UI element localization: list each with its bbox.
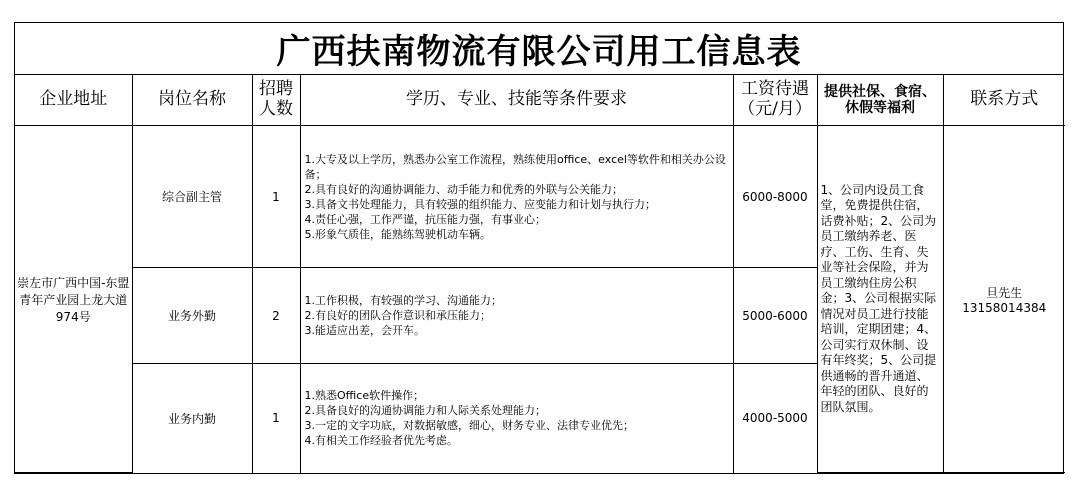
- requirement-line: 2.具有良好的沟通协调能力、动手能力和优秀的外联与公关能力；: [304, 182, 623, 196]
- requirement-line: 2.具备良好的沟通协调能力和人际关系处理能力；: [304, 404, 546, 418]
- header-requirements: 学历、专业、技能等条件要求: [300, 75, 733, 126]
- job-requirements: [300, 126, 733, 268]
- page-title: 广西扶南物流有限公司用工信息表: [15, 23, 1063, 75]
- job-salary: 5000-6000: [733, 268, 817, 364]
- contact-cell: [943, 126, 1065, 473]
- job-count: 2: [252, 268, 300, 364]
- job-table: [15, 75, 1065, 473]
- requirement-line: 1.熟悉Office软件操作；: [304, 389, 425, 403]
- welfare-text: 1、公司内设员工食堂，免费提供住宿，话费补贴；2、公司为员工缴纳养老、医疗、工伤、生育、失业等社会保险，并为员工缴纳住房公积金；3、公司根据实际情况对员工进行技能培训，定期团建；4、公司实行双休制、设有年终奖；5、公司提供通畅的晋升通道、年轻的团队、良好的团队氛围。: [817, 126, 943, 473]
- header-address: 企业地址: [15, 75, 132, 126]
- recruitment-sheet: [14, 22, 1064, 474]
- job-salary: 4000-5000: [733, 364, 817, 473]
- requirement-line: 3.一定的文字功底，对数据敏感，细心，财务专业、法律专业优先；: [304, 419, 634, 433]
- header-count: 招聘人数: [252, 75, 300, 126]
- job-requirements: [300, 364, 733, 473]
- header-position: 岗位名称: [132, 75, 252, 126]
- header-row: [15, 75, 1065, 126]
- requirement-line: 3.能适应出差，会开车。: [304, 324, 425, 337]
- job-salary: 6000-8000: [733, 126, 817, 268]
- job-position: 业务外勤: [132, 268, 252, 364]
- job-count: 1: [252, 364, 300, 473]
- requirement-line: 1.大专及以上学历，熟悉办公室工作流程，熟练使用office、excel等软件和相关办公设备；: [304, 152, 726, 181]
- requirement-line: 4.责任心强，工作严谨，抗压能力强，有事业心；: [304, 212, 546, 226]
- requirement-line: 1.工作积极，有较强的学习、沟通能力；: [304, 294, 502, 307]
- job-requirements: [300, 268, 733, 364]
- header-welfare: 提供社保、食宿、休假等福利: [817, 75, 943, 126]
- job-count: 1: [252, 126, 300, 268]
- header-salary: 工资待遇（元/月）: [733, 75, 817, 126]
- table-row: [15, 126, 1065, 268]
- header-contact: 联系方式: [943, 75, 1065, 126]
- job-position: 业务内勤: [132, 364, 252, 473]
- company-address: 崇左市广西中国-东盟青年产业园上龙大道974号: [15, 126, 132, 473]
- requirement-line: 2.有良好的团队合作意识和承压能力；: [304, 309, 491, 322]
- requirement-line: 3.具备文书处理能力，具有较强的组织能力、应变能力和计划与执行力；: [304, 197, 656, 211]
- job-position: 综合副主管: [132, 126, 252, 268]
- contact-name: 旦先生: [986, 285, 1023, 300]
- requirement-line: 5.形象气质佳，能熟练驾驶机动车辆。: [304, 227, 491, 241]
- contact-phone[interactable]: 13158014384: [962, 300, 1047, 315]
- requirement-line: 4.有相关工作经验者优先考虑。: [304, 434, 458, 448]
